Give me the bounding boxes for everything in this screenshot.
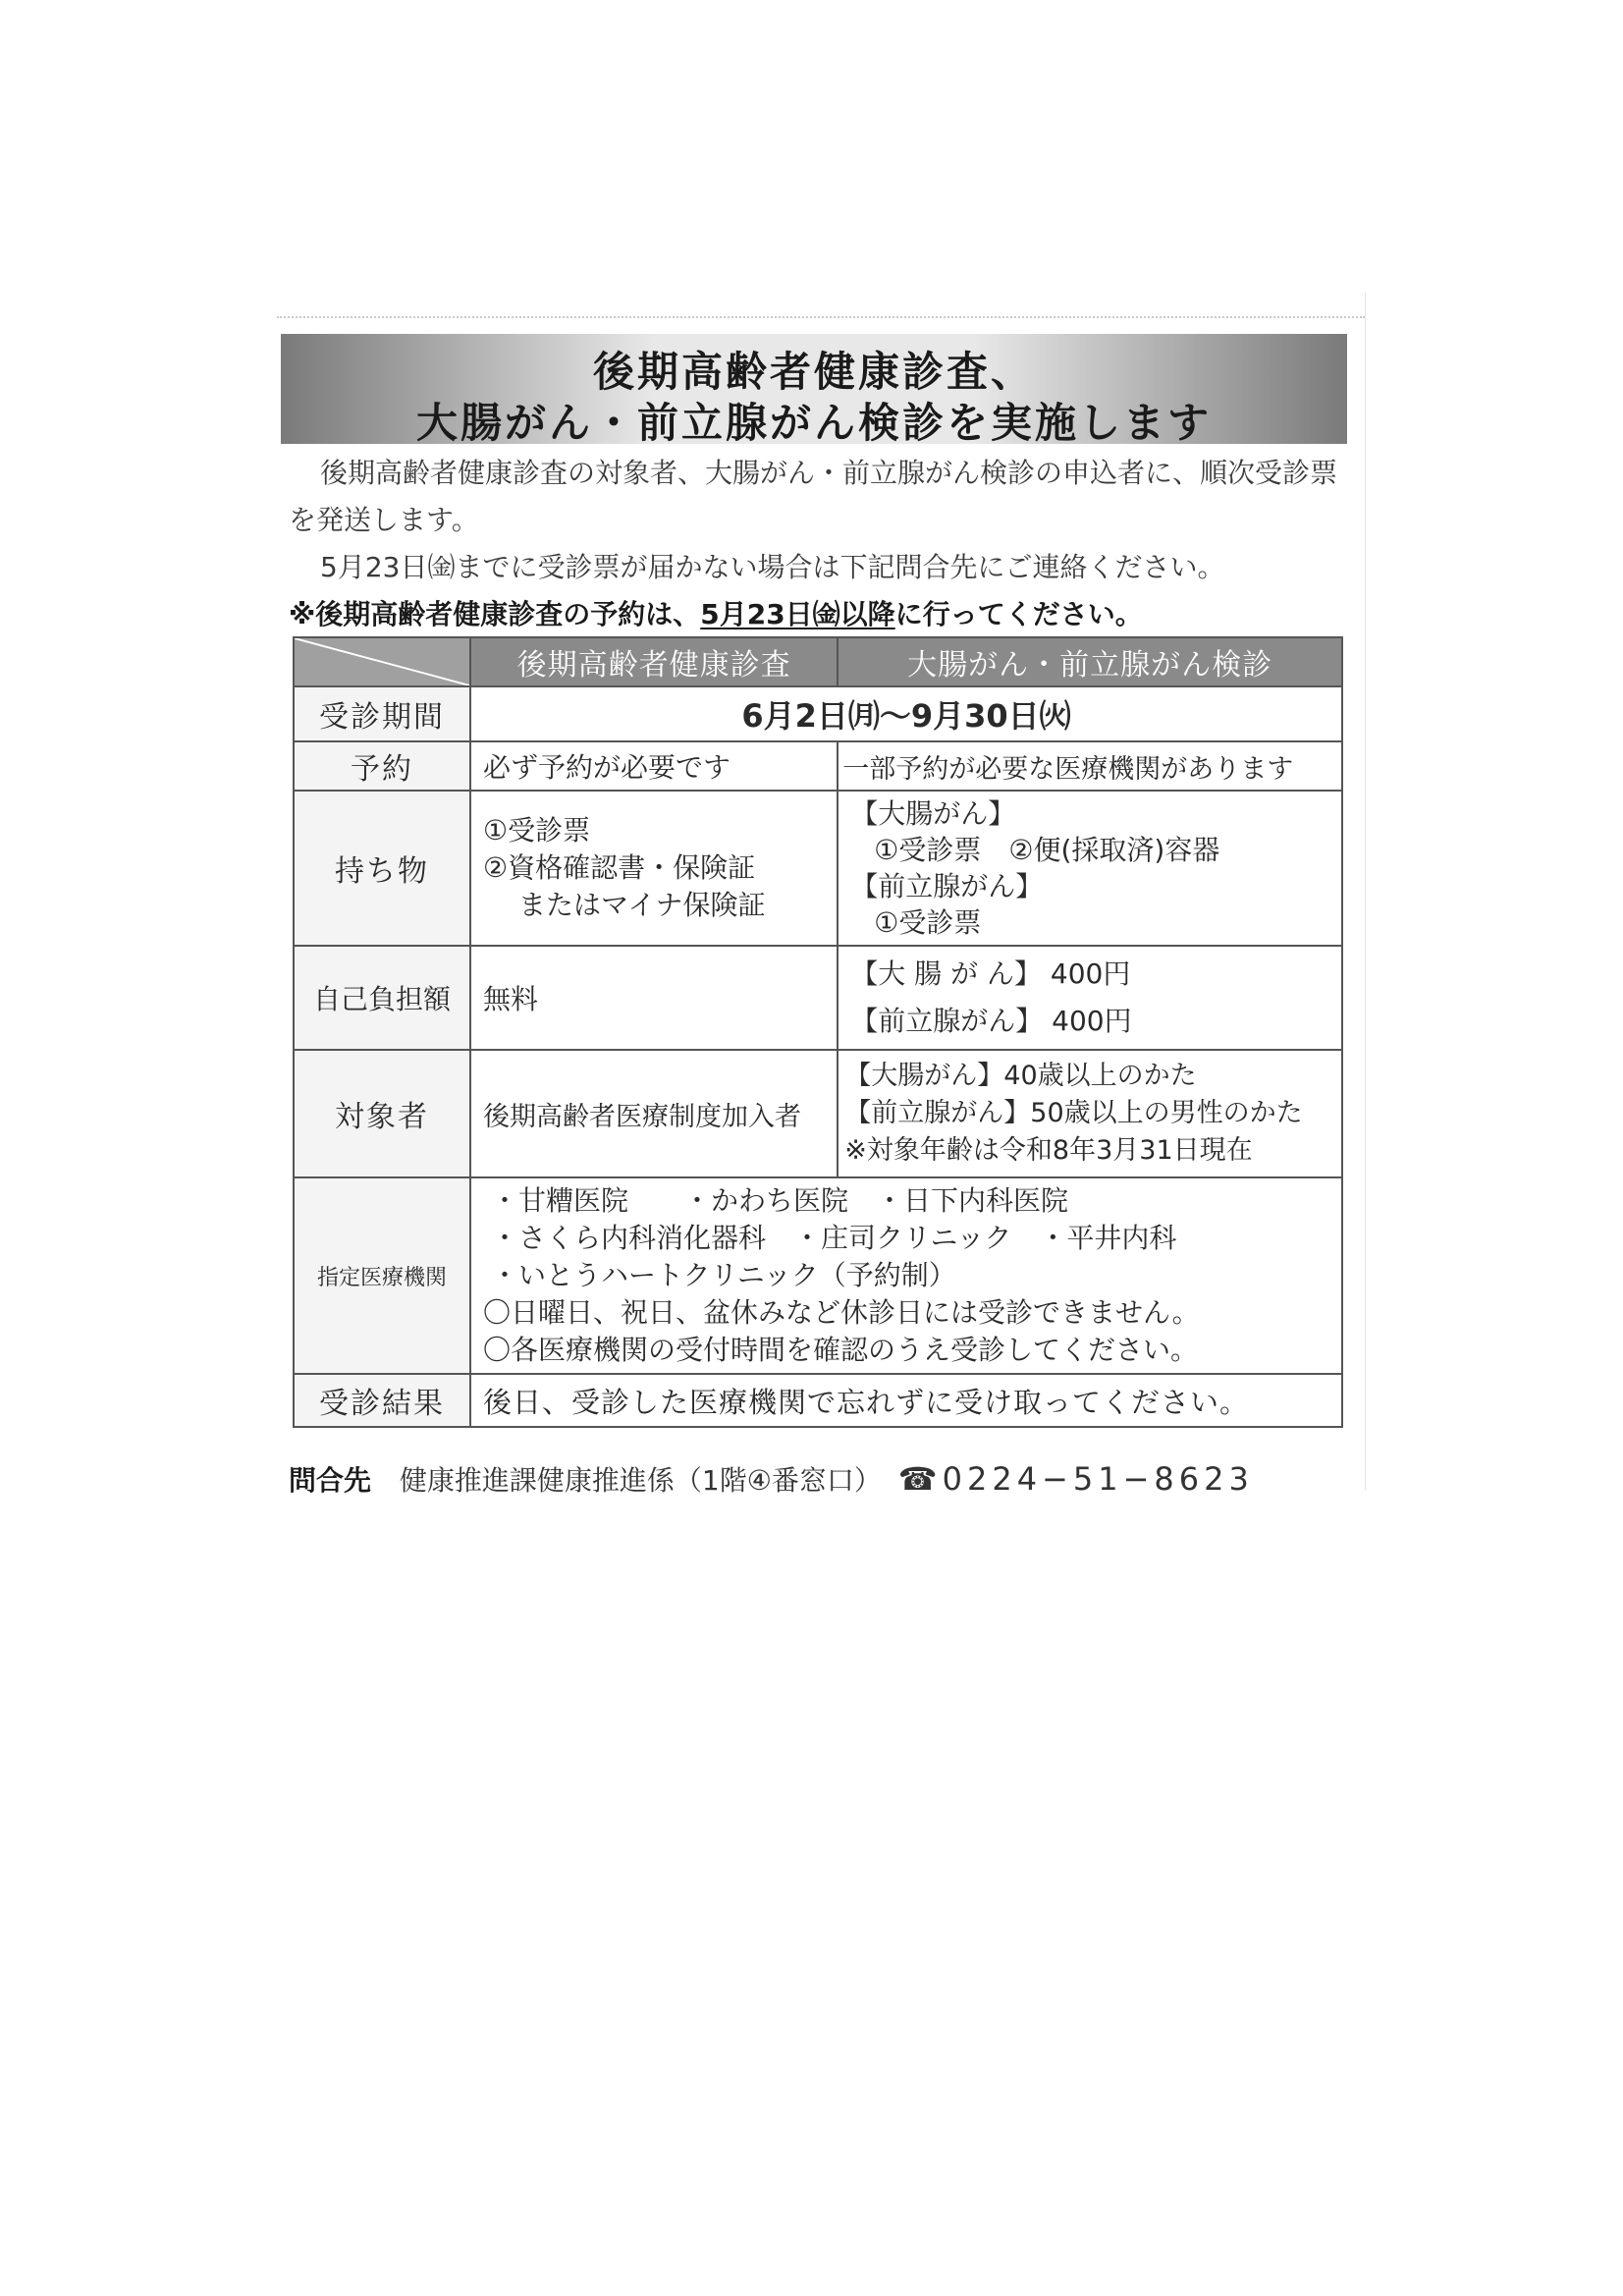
row-header-result: 受診結果 <box>294 1374 470 1427</box>
intro-text <box>289 450 1349 638</box>
result-value: 後日、受診した医療機関で忘れずに受け取ってください。 <box>470 1374 1342 1427</box>
item-line: またはマイナ保険証 <box>518 889 766 921</box>
fee-health-check: 無料 <box>470 946 838 1050</box>
table-row <box>294 1177 1342 1374</box>
table-row <box>294 946 1342 1050</box>
table-row <box>294 741 1342 791</box>
info-table <box>293 636 1343 1428</box>
intro-paragraph-2: 5月23日㈮までに受診票が届かない場合は下記問合先にご連絡ください。 <box>320 551 1225 583</box>
note-prefix: ※後期高齢者健康診査の予約は、 <box>289 598 701 630</box>
facility-note: 〇日曜日、祝日、盆休みなど休診日には受診できません。 <box>483 1296 1200 1329</box>
reservation-cancer-screening: 一部予約が必要な医療機関があります <box>838 741 1342 791</box>
target-line: 【大腸がん】40歳以上のかた <box>844 1061 1197 1091</box>
intro-paragraph-1: 後期高齢者健康診査の対象者、大腸がん・前立腺がん検診の申込者に、順次受診票を発送します。 <box>289 457 1338 536</box>
note-suffix: に行ってください。 <box>894 598 1143 630</box>
col-header-cancer-screening: 大腸がん・前立腺がん検診 <box>838 637 1342 686</box>
fee-line: 【大 腸 が ん】 400円 <box>850 957 1131 990</box>
note-emphasis: 5月23日㈮以降 <box>700 598 895 630</box>
title-line-2: 大腸がん・前立腺がん検診を実施します <box>415 399 1212 447</box>
contact-phone: ☎0224−51−8623 <box>897 1460 1254 1498</box>
table-row <box>294 1050 1342 1177</box>
contact-info <box>289 1459 1254 1499</box>
target-health-check: 後期高齢者医療制度加入者 <box>470 1050 838 1177</box>
facility-line: ・甘糟医院 ・かわち医院 ・日下内科医院 <box>491 1184 1069 1217</box>
table-row <box>294 1374 1342 1427</box>
col-header-health-check: 後期高齢者健康診査 <box>470 637 838 686</box>
item-line: 【大腸がん】 <box>850 797 1016 830</box>
facilities-list <box>470 1177 1342 1374</box>
facility-line: ・さくら内科消化器科 ・庄司クリニック ・平井内科 <box>491 1222 1177 1254</box>
diagonal-line-icon <box>295 638 469 685</box>
row-header-target: 対象者 <box>294 1050 470 1177</box>
facility-note: 〇各医療機関の受付時間を確認のうえ受診してください。 <box>483 1334 1199 1366</box>
item-line: ①受診票 <box>483 814 591 847</box>
row-header-reservation: 予約 <box>294 741 470 791</box>
row-header-period: 受診期間 <box>294 686 470 741</box>
reservation-note <box>289 591 1349 638</box>
right-divider <box>1365 293 1366 1491</box>
fee-cancer-screening <box>838 946 1342 1050</box>
contact-label: 問合先 <box>289 1464 372 1497</box>
table-row <box>294 686 1342 741</box>
item-line: ②資格確認書・保険証 <box>483 851 756 884</box>
row-header-items: 持ち物 <box>294 791 470 946</box>
items-cancer-screening <box>838 791 1342 946</box>
target-line: ※対象年齢は令和8年3月31日現在 <box>844 1135 1253 1166</box>
table-row <box>294 791 1342 946</box>
row-header-fee: 自己負担額 <box>294 946 470 1050</box>
notice-sheet <box>277 293 1377 1498</box>
fee-line: 【前立腺がん】 400円 <box>850 1005 1132 1037</box>
contact-department: 健康推進課健康推進係（1階④番窓口） <box>399 1464 882 1497</box>
reservation-health-check: 必ず予約が必要です <box>470 741 838 791</box>
title-banner <box>281 334 1347 447</box>
title-line-1: 後期高齢者健康診査、 <box>592 348 1035 396</box>
top-divider <box>277 316 1365 318</box>
target-line: 【前立腺がん】50歳以上の男性のかた <box>844 1098 1303 1128</box>
item-line: ①受診票 <box>874 906 982 939</box>
header-row <box>294 637 1342 686</box>
period-value: 6月2日㈪〜9月30日㈫ <box>470 686 1342 741</box>
item-line: 【前立腺がん】 <box>850 870 1044 902</box>
item-line: ①受診票 ②便(採取済)容器 <box>874 834 1220 866</box>
facility-line: ・いとうハートクリニック（予約制） <box>491 1259 956 1291</box>
corner-cell <box>294 637 470 686</box>
items-health-check <box>470 791 838 946</box>
target-cancer-screening <box>838 1050 1342 1177</box>
row-header-facilities: 指定医療機関 <box>294 1177 470 1374</box>
